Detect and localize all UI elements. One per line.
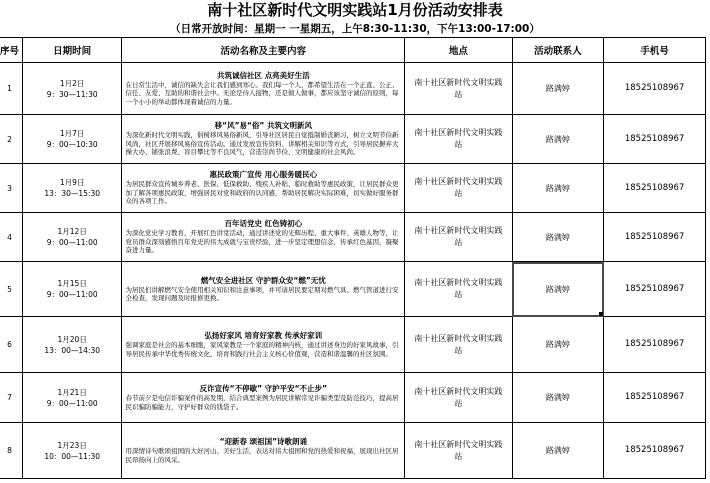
cell-location[interactable] bbox=[405, 317, 513, 373]
contact-person: 路满婷 bbox=[545, 232, 570, 242]
cell-contact[interactable] bbox=[512, 373, 604, 423]
row-number: 2 bbox=[7, 134, 12, 144]
activity-location: 南十社区新时代文明实践站 bbox=[414, 333, 503, 355]
cell-num[interactable] bbox=[0, 373, 22, 423]
header-phone[interactable]: 手机号 bbox=[604, 38, 706, 63]
activity-time: 9：30—11:30 bbox=[46, 89, 98, 99]
cell-contact[interactable] bbox=[512, 317, 604, 373]
activity-description: 为居民们讲解燃气安全使用相关知识和注意事项，并可请居民要定期对燃气具、燃气管道进行安全检查，发现问题及时报修更换。 bbox=[125, 285, 399, 302]
cell-contact[interactable] bbox=[512, 423, 604, 479]
cell-date[interactable] bbox=[22, 115, 122, 164]
activity-date: 1月7日 bbox=[59, 129, 85, 138]
cell-phone[interactable] bbox=[604, 213, 706, 262]
cell-contact[interactable] bbox=[512, 63, 604, 115]
row-number: 4 bbox=[7, 232, 12, 242]
activity-location: 南十社区新时代文明实践站 bbox=[414, 278, 503, 299]
activity-title: “迎新春 颂祖国”诗歌朗诵 bbox=[219, 437, 308, 446]
activity-date: 1月9日 bbox=[59, 178, 85, 187]
activity-title: 反诈宣传“不停歇” 守护平安“不止步” bbox=[199, 384, 327, 393]
cell-location[interactable] bbox=[405, 373, 513, 423]
activity-description: 强调家庭是社会的基本细胞，家风家教是一个家庭的精神内核，通过讲述身边的好家风故事，引导居民传承中华优秀传统文化，培育和践行社会主义核心价值观，营造和谐温馨的社区氛围。 bbox=[125, 341, 399, 358]
cell-location[interactable] bbox=[405, 262, 513, 317]
activity-time: 13：30—15:30 bbox=[44, 189, 101, 198]
row-number: 5 bbox=[7, 284, 12, 294]
cell-date[interactable] bbox=[22, 213, 122, 262]
table-row bbox=[0, 423, 706, 479]
cell-phone[interactable] bbox=[604, 262, 706, 317]
cell-date[interactable] bbox=[22, 373, 122, 423]
cell-num[interactable] bbox=[0, 213, 22, 262]
phone-number: 18525108967 bbox=[624, 339, 685, 349]
activity-location: 南十社区新时代文明实践站 bbox=[414, 177, 503, 198]
cell-contact[interactable] bbox=[512, 115, 604, 164]
activity-description: 为深化新时代文明实践，倡树移风易俗新风，引导社区居民自觉抵制婚丧陋习，树立文明节俭新风尚，社区开展移风易俗宣传活动。通过发放宣传资料、讲解相关知识等方式，引导居民摒弃大操大办、铺张浪费、盲目攀比等不良风气，营造崇尚节俭、文明健康的社会风尚。 bbox=[125, 131, 399, 157]
phone-number: 18525108967 bbox=[624, 83, 685, 93]
cell-num[interactable] bbox=[0, 317, 22, 373]
cell-location[interactable] bbox=[405, 164, 513, 213]
cell-phone[interactable] bbox=[604, 164, 706, 213]
row-number: 1 bbox=[7, 84, 12, 93]
activity-date: 1月20日 bbox=[57, 334, 87, 344]
cell-date[interactable] bbox=[22, 262, 122, 317]
activity-location: 南十社区新时代文明实践站 bbox=[414, 77, 503, 99]
table-row bbox=[0, 373, 706, 423]
cell-activity[interactable] bbox=[122, 423, 405, 479]
header-num[interactable]: 序号 bbox=[0, 38, 22, 63]
table-row bbox=[0, 262, 706, 317]
cell-activity[interactable] bbox=[122, 115, 405, 164]
activity-title: 惠民政策广宣传 用心服务暖民心 bbox=[209, 170, 318, 180]
activity-time: 13：00—14:30 bbox=[44, 345, 101, 355]
table-header-row bbox=[0, 38, 706, 63]
cell-activity[interactable] bbox=[122, 262, 405, 317]
cell-activity[interactable] bbox=[122, 63, 405, 115]
activity-location: 南十社区新时代文明实践站 bbox=[414, 226, 503, 247]
activity-location: 南十社区新时代文明实践站 bbox=[414, 128, 503, 149]
header-activity[interactable]: 活动名称及主要内容 bbox=[122, 38, 405, 63]
row-number: 3 bbox=[7, 183, 12, 193]
activity-description: 为深化党史学习教育，开展红色讲堂活动，通过讲述党的光辉历程、重大事件、英雄人物等，让党员群众深刻感悟百年党史的伟大成就与宝贵经验，进一步坚定理想信念，传承红色基因，凝聚奋进力量。 bbox=[125, 229, 399, 255]
contact-person: 路满婷 bbox=[545, 84, 570, 93]
table-row bbox=[0, 115, 706, 164]
page-title: 南十社区新时代文明实践站1月份活动安排表 bbox=[207, 1, 503, 19]
cell-num[interactable] bbox=[0, 164, 22, 213]
phone-number: 18525108967 bbox=[624, 182, 685, 193]
cell-phone[interactable] bbox=[604, 63, 706, 115]
cell-date[interactable] bbox=[22, 164, 122, 213]
activity-description: 在日常生活中，诚信的缺失会让我们感到寒心。我们每一个人，都希望生活在一个正直、公正、信任、友爱、互助的和谐社会中。无论是待人接物，还是做人做事，都应该坚守诚信的原则，每一个小小的举动都体现着诚信的力量。 bbox=[125, 80, 399, 106]
opening-hours-subtitle: （日常开放时间：星期一 一星期五，上午8:30-11:30，下午13:00-17:00） bbox=[170, 23, 540, 35]
cell-phone[interactable] bbox=[604, 423, 706, 479]
contact-person: 路满婷 bbox=[545, 446, 570, 455]
contact-person: 路满婷 bbox=[545, 134, 570, 144]
fill-handle[interactable] bbox=[599, 312, 604, 317]
contact-person: 路满婷 bbox=[545, 183, 570, 193]
table-row bbox=[0, 164, 706, 213]
phone-number: 18525108967 bbox=[624, 445, 685, 455]
cell-phone[interactable] bbox=[604, 317, 706, 373]
header-date[interactable]: 日期时间 bbox=[22, 38, 122, 63]
activity-time: 9：00—11:00 bbox=[46, 238, 98, 247]
cell-contact[interactable] bbox=[512, 262, 604, 317]
activity-description: 为居民群众宣传城乡养老、医保、低保救助、残疾人补贴、临时救助等惠民政策，让居民群众更加了解各项惠民政策，增强居民对党和政府的认同感，帮助居民解决实际困难，切实做好服务群众的各项工作。 bbox=[125, 180, 399, 206]
cell-num[interactable] bbox=[0, 423, 22, 479]
cell-location[interactable] bbox=[405, 213, 513, 262]
activity-title: 弘扬好家风 培育好家教 传承好家训 bbox=[204, 331, 323, 340]
activity-title: 百年话党史 红色铸初心 bbox=[224, 219, 303, 229]
activity-date: 1月2日 bbox=[59, 78, 85, 88]
phone-number: 18525108967 bbox=[624, 231, 685, 242]
cell-date[interactable] bbox=[22, 63, 122, 115]
activity-description: 用深情诗句歌颂祖国的大好河山、美好生活，表达对伟大祖国和党的热爱和祝福，展现出社区居民昂扬向上的风采。 bbox=[125, 447, 399, 464]
cell-date[interactable] bbox=[22, 423, 122, 479]
activity-time: 9：00—11:00 bbox=[46, 290, 98, 299]
contact-person: 路满婷 bbox=[545, 393, 570, 402]
header-contact[interactable]: 活动联系人 bbox=[512, 38, 604, 63]
activity-title: 共筑诚信社区 点亮美好生活 bbox=[216, 70, 310, 80]
activity-description: 春节前夕是电信诈骗案件的高发期，结合典型案例为居民讲解常见诈骗类型及防范技巧，提高居民识骗防骗能力，守护好群众的钱袋子。 bbox=[125, 394, 399, 411]
phone-number: 18525108967 bbox=[624, 392, 685, 402]
table-row bbox=[0, 63, 706, 115]
cell-date[interactable] bbox=[22, 317, 122, 373]
cell-activity[interactable] bbox=[122, 317, 405, 373]
table-row bbox=[0, 317, 706, 373]
activity-time: 10：00—11:30 bbox=[44, 451, 101, 461]
cell-location[interactable] bbox=[405, 423, 513, 479]
row-number: 6 bbox=[7, 340, 12, 349]
phone-number: 18525108967 bbox=[624, 133, 685, 144]
cell-phone[interactable] bbox=[604, 115, 706, 164]
table-row bbox=[0, 213, 706, 262]
activity-time: 9：00—10:30 bbox=[46, 140, 98, 149]
activity-title: 移“风”易“俗” 共筑文明新风 bbox=[214, 121, 312, 131]
activity-date: 1月15日 bbox=[57, 279, 87, 288]
activity-time: 9：00—11:00 bbox=[46, 398, 98, 408]
cell-activity[interactable] bbox=[122, 373, 405, 423]
cell-phone[interactable] bbox=[604, 373, 706, 423]
phone-number: 18525108967 bbox=[624, 283, 685, 294]
row-number: 7 bbox=[7, 393, 12, 402]
header-location[interactable]: 地点 bbox=[405, 38, 513, 63]
activity-location: 南十社区新时代文明实践站 bbox=[414, 386, 503, 408]
cell-num[interactable] bbox=[0, 63, 22, 115]
cell-num[interactable] bbox=[0, 115, 22, 164]
cell-contact[interactable] bbox=[512, 164, 604, 213]
contact-person: 路满婷 bbox=[545, 340, 570, 349]
activity-location: 南十社区新时代文明实践站 bbox=[414, 439, 503, 461]
cell-location[interactable] bbox=[405, 63, 513, 115]
cell-num[interactable] bbox=[0, 262, 22, 317]
cell-contact[interactable] bbox=[512, 213, 604, 262]
activity-schedule-table bbox=[0, 37, 706, 479]
contact-person: 路满婷 bbox=[545, 284, 570, 294]
activity-date: 1月23日 bbox=[57, 440, 87, 450]
activity-date: 1月12日 bbox=[57, 227, 87, 236]
cell-activity[interactable] bbox=[122, 213, 405, 262]
activity-title: 燃气安全进社区 守护群众安“燃”无忧 bbox=[200, 275, 326, 285]
cell-activity[interactable] bbox=[122, 164, 405, 213]
cell-location[interactable] bbox=[405, 115, 513, 164]
row-number: 8 bbox=[7, 446, 12, 455]
activity-date: 1月21日 bbox=[57, 387, 87, 397]
